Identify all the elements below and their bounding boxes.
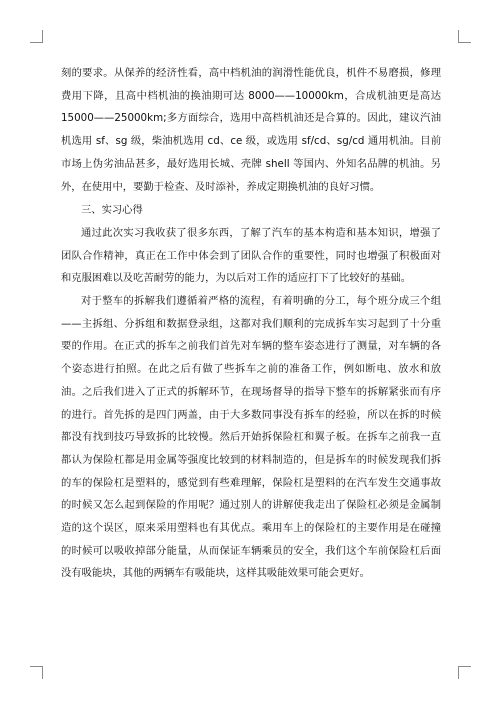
document-body xyxy=(61,62,441,585)
paragraph-oil-selection: 刻的要求。从保养的经济性看，高中档机油的润滑性能优良，机件不易磨损，修理费用下降，且高中档机油的换油期可达 8000——10000km，合成机油更是高达 15000——25000km;多方面综合，选用中高档机油还是合算的。因此，建议汽油机选用 sf、sg 级，柴油机选用 cd、ce 级，或选用 sf/cd、sg/cd 通用机油。目前市场上伪劣油品甚多，最好选用长城、壳牌 shell 等国内、外知名品牌的机油。另外，在使用中，要勤于检查、及时添补，养成定期换机油的良好习惯。 xyxy=(61,67,441,193)
crop-mark-top-left xyxy=(30,30,43,43)
paragraph-vehicle-disassembly: 对于整车的拆解我们遵循着严格的流程，有着明确的分工，每个班分成三个组——主拆组、分拆组和数据登录组，这都对我们顺利的完成拆车实习起到了十分重要的作用。在正式的拆车之前我们首先对车辆的整车姿态进行了测量，对车辆的各个姿态进行拍照。在此之后有做了些拆车之前的准备工作，例如断电、放水和放油。之后我们进入了正式的拆解环节，在现场督导的指导下整车的拆解紧张而有序的进行。首先拆的是四门两盖，由于大多数同事没有拆车的经验，所以在拆的时候都没有找到技巧导致拆的比较慢。然后开始拆保险杠和翼子板。在拆车之前我一直都认为保险杠都是用金属等强度比较到的材料制造的，但是拆车的时候发现我们拆的车的保险杠是塑料的，感觉到有些难理解，保险杠是塑料的在汽车发生交通事故的时候又怎么起到保险的作用呢？通过别人的讲解使我走出了保险杠必须是金属制造的这个误区，原来采用塑料也有其优点。乘用车上的保险杠的主要作用是在碰撞的时候可以吸收掉部分能量，从而保证车辆乘员的安全，我们这个车前保险杠后面没有吸能块，其他的两辆车有吸能块，这样其吸能效果可能会更好。 xyxy=(61,295,441,580)
section-heading-internship-reflection: 三、实习心得 xyxy=(81,204,143,217)
crop-mark-top-right xyxy=(458,30,471,43)
crop-mark-bottom-left xyxy=(30,666,43,679)
crop-mark-bottom-right xyxy=(458,666,471,679)
paragraph-internship-gains: 通过此次实习我收获了很多东西，了解了汽车的基本构造和基本知识，增强了团队合作精神，真正在工作中体会到了团队合作的重要性，同时也增强了积极面对和克服困难以及吃苦耐劳的能力，为以后对工作的适应打下了比较好的基础。 xyxy=(61,226,441,285)
